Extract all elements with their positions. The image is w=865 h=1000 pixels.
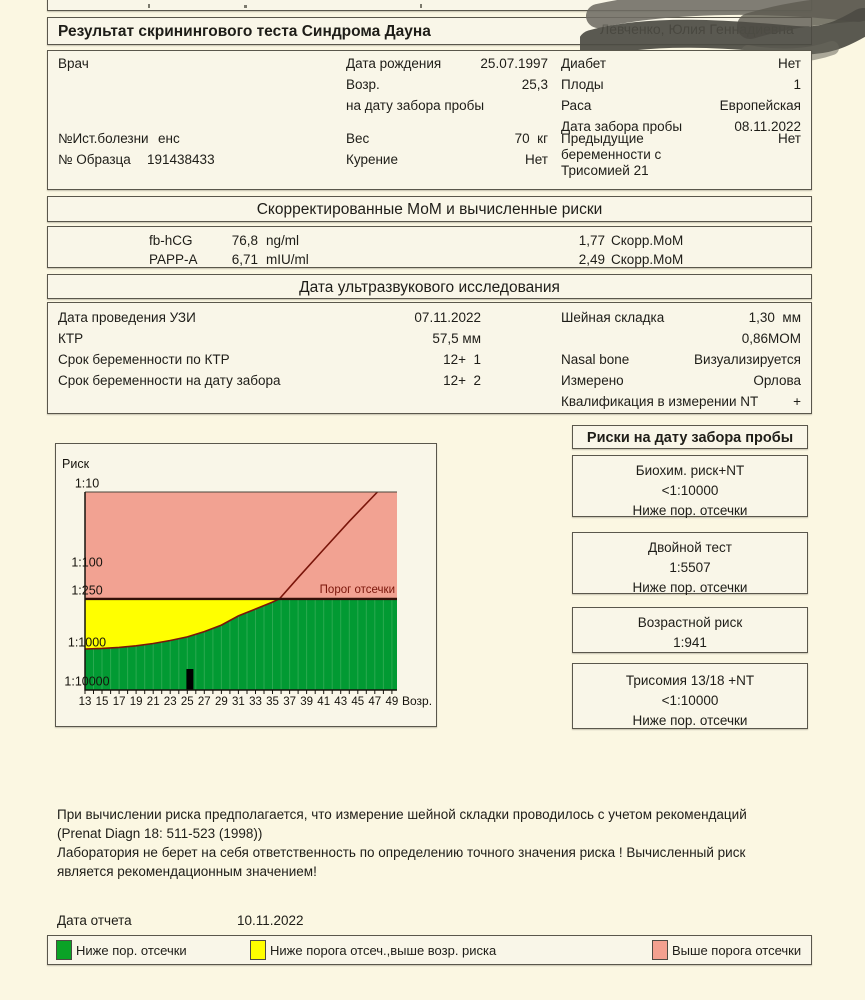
race-label: Раса (561, 98, 592, 113)
birth-date-value: 25.07.1997 (480, 56, 548, 71)
cutoff-text-fragment (420, 4, 422, 8)
birth-date-label: Дата рождения (346, 56, 442, 71)
smoking-label: Курение (346, 152, 398, 167)
us-value: 12+ 1 (443, 352, 481, 367)
x-tick-label: 45 (351, 696, 365, 708)
x-tick-label: 33 (249, 696, 262, 708)
ultrasound-data-box (47, 302, 812, 414)
x-tick-label: 17 (112, 696, 126, 708)
previous-pregnancies-label-2: беременности с (561, 147, 662, 162)
x-tick-label: 39 (300, 696, 313, 708)
us-label: Дата проведения УЗИ (58, 310, 196, 325)
x-tick-label: 27 (197, 696, 211, 708)
mom-section-title: Скорректированные МоМ и вычисленные риски (256, 201, 603, 218)
note-line: является рекомендационным значением! (57, 864, 317, 879)
risk-result-box (572, 607, 808, 653)
y-axis-title: Риск (62, 457, 90, 471)
age-sublabel: на дату забора пробы (346, 98, 485, 113)
us-label: Шейная складка (561, 310, 665, 325)
cutoff-text-fragment (148, 4, 150, 8)
previous-pregnancies-label-1: Предыдущие (561, 131, 644, 146)
report-date-value: 10.11.2022 (237, 913, 304, 928)
report-date-label: Дата отчета (57, 913, 132, 928)
diabetes-label: Диабет (561, 56, 607, 71)
marker-value: 6,71 (231, 252, 258, 267)
risk-name: Биохим. риск+NT (635, 463, 745, 478)
x-tick-label: 47 (368, 696, 382, 708)
legend-label: Выше порога отсечки (672, 943, 802, 958)
risk-name: Трисомия 13/18 +NT (625, 673, 755, 688)
risk-name: Возрастной риск (637, 615, 743, 630)
marker-unit: mIU/ml (266, 252, 309, 267)
cutoff-label: Порог отсечки (319, 583, 395, 596)
age-label: Возр. (346, 77, 380, 92)
marker-unit: ng/ml (266, 233, 300, 248)
us-label: Измерено (561, 373, 624, 388)
patient-name: Левченко, Юлия Геннадиевна (600, 21, 794, 37)
us-value: 07.11.2022 (414, 310, 481, 325)
us-label: Квалификация в измерении NT (561, 394, 759, 409)
marker-stroke (592, 22, 863, 44)
us-label: Срок беременности на дату забора (58, 373, 281, 388)
risk-name: Двойной тест (648, 540, 732, 555)
x-tick-label: 23 (163, 696, 177, 708)
x-tick-label: 43 (334, 696, 348, 708)
y-tick-label: 1:10 (74, 476, 100, 491)
risk-status: Ниже пор. отсечки (632, 580, 748, 595)
us-value: 57,5 мм (432, 331, 481, 346)
risk-chart-svg (56, 444, 436, 726)
sample-number-label: № Образца (58, 152, 131, 167)
legend-swatch-below-cutoff (56, 940, 72, 960)
history-number-label: №Ист.болезни (58, 131, 149, 146)
ultrasound-section-title: Дата ультразвукового исследования (299, 279, 560, 296)
ultrasound-title-box (47, 274, 812, 299)
previous-pregnancies-value: Нет (778, 131, 801, 146)
legend-label: Ниже пор. отсечки (76, 943, 187, 958)
marker-name: PAPP-A (149, 252, 198, 267)
risk-status: Ниже пор. отсечки (632, 713, 748, 728)
x-tick-label: 21 (146, 696, 160, 708)
us-value: Орлова (753, 373, 801, 388)
weight-value: 70 кг (514, 131, 548, 146)
us-value: 0,86МОМ (741, 331, 801, 346)
sampling-date-label: Дата забора пробы (561, 119, 683, 134)
x-tick-label: 25 (180, 696, 194, 708)
region-above-cutoff (85, 492, 397, 599)
x-tick-label: 31 (232, 696, 245, 708)
patient-marker (186, 669, 193, 690)
risk-value: 1:5507 (669, 560, 711, 575)
us-value: + (793, 394, 801, 409)
y-tick-label: 1:10000 (64, 674, 110, 689)
legend-box (47, 935, 812, 965)
y-tick-label: 1:250 (71, 583, 103, 598)
mom-title-box (47, 196, 812, 222)
x-tick-label: 15 (95, 696, 109, 708)
y-tick-label: 1:1000 (67, 635, 107, 650)
note-line: При вычислении риска предполагается, что измерение шейной складки проводилось с учетом рекомендаций (57, 807, 747, 822)
x-tick-label: 37 (283, 696, 296, 708)
note-line: Лаборатория не берет на себя ответственность по определению точного значения риска ! Вычисленный риск (57, 845, 746, 860)
x-tick-label: 49 (385, 696, 399, 708)
risk-result-box (572, 455, 808, 517)
mom-data-box (47, 226, 812, 268)
fetuses-label: Плоды (561, 77, 604, 92)
us-value: 12+ 2 (443, 373, 481, 388)
risk-result-box (572, 532, 808, 594)
page-title: Результат скринингового теста Синдрома Дауна (58, 23, 431, 40)
sampling-date-value: 08.11.2022 (734, 119, 801, 134)
us-label: Nasal bone (561, 352, 630, 367)
legend-swatch-above-cutoff (652, 940, 668, 960)
x-axis-title: Возр. (402, 694, 433, 708)
diabetes-value: Нет (778, 56, 801, 71)
x-tick-label: 13 (78, 696, 92, 708)
risk-value: 1:941 (673, 635, 707, 650)
doctor-label: Врач (58, 56, 89, 71)
marker-mom-label: Скорр.МоМ (611, 233, 684, 248)
us-label: КТР (58, 331, 84, 346)
x-tick-label: 41 (317, 696, 331, 708)
marker-name: fb-hCG (149, 233, 193, 248)
marker-mom-label: Скорр.МоМ (611, 252, 684, 267)
us-value: Визуализируется (694, 352, 801, 367)
legend-swatch-between (250, 940, 266, 960)
risk-value: <1:10000 (661, 483, 719, 498)
fetuses-value: 1 (793, 77, 801, 92)
risk-value: <1:10000 (661, 693, 719, 708)
note-line: (Prenat Diagn 18: 511-523 (1998)) (57, 826, 263, 841)
sample-number-value: 191438433 (147, 152, 215, 167)
patient-info-box (47, 50, 812, 190)
x-tick-label: 35 (266, 696, 279, 708)
cutoff-text-fragment (244, 5, 247, 8)
history-number-value: енс (158, 131, 180, 146)
risks-panel-title: Риски на дату забора пробы (586, 430, 794, 446)
marker-value: 76,8 (231, 233, 258, 248)
smoking-value: Нет (525, 152, 548, 167)
marker-mom-value: 1,77 (578, 233, 605, 248)
weight-label: Вес (346, 131, 370, 146)
marker-mom-value: 2,49 (578, 252, 605, 267)
us-label: Срок беременности по КТР (58, 352, 230, 367)
us-value: 1,30 мм (748, 310, 801, 325)
risk-result-box (572, 663, 808, 729)
race-value: Европейская (719, 98, 801, 113)
y-tick-label: 1:100 (71, 555, 103, 570)
age-value: 25,3 (521, 77, 548, 92)
x-tick-label: 29 (215, 696, 228, 708)
risk-status: Ниже пор. отсечки (632, 503, 748, 518)
legend-label: Ниже порога отсеч.,выше возр. риска (270, 943, 497, 958)
risks-panel-title-box (572, 425, 808, 449)
previous-pregnancies-label-3: Трисомией 21 (561, 163, 649, 178)
x-tick-label: 19 (129, 696, 143, 708)
risk-chart-box (55, 443, 437, 727)
